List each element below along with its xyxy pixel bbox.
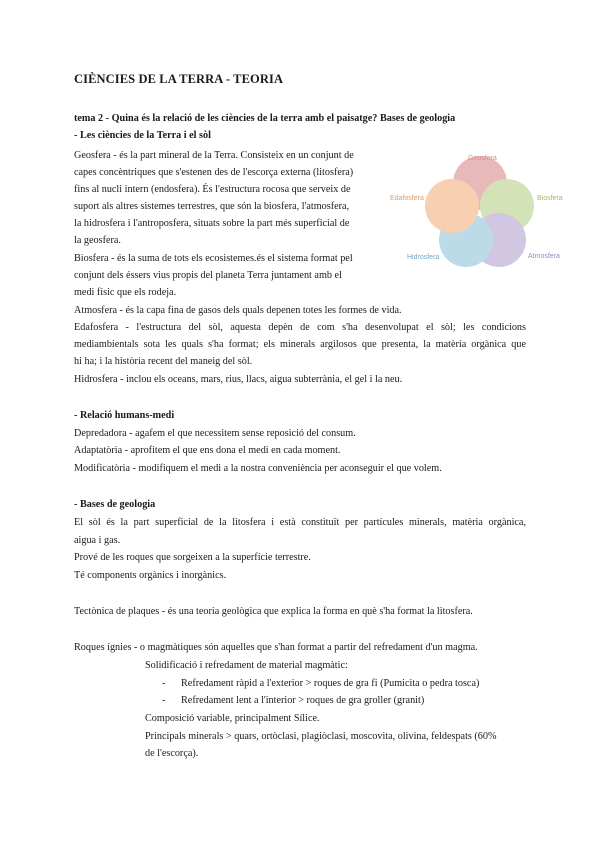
paragraph-line: Principals minerals > quars, ortòclasi, plagiòclasi, moscovita, olivina, feldespats (60% xyxy=(145,731,497,742)
label-hidrosfera: Hidrosfera xyxy=(407,254,440,261)
paragraph-line: Adaptatòria - aprofitem el que ens dona el medi en cada moment. xyxy=(74,445,341,456)
paragraph-line: capes concèntriques que s'estenen des de l'escorça externa (litosfera) xyxy=(74,167,354,178)
paragraph-line: Edafosfera - l'estructura del sòl, aquesta depèn de com s'ha desenvolupat el sòl; les condicions xyxy=(74,322,526,333)
section-heading-geologia: - Bases de geologia xyxy=(74,499,156,510)
paragraph-line: Atmosfera - és la capa fina de gasos dels quals depenen totes les formes de vida. xyxy=(74,305,402,316)
paragraph-line: mediambientals sota les quals s'ha format; els minerals argilosos que presenta, la matèria orgànica que xyxy=(74,339,526,350)
paragraph-line: Geosfera - és la part mineral de la Terra. Consisteix en un conjunt de xyxy=(74,150,354,161)
paragraph-line: fins al nucli intern (endosfera). És l'estructura rocosa que serveix de xyxy=(74,184,351,195)
topic-heading: tema 2 - Quina és la relació de les ciències de la terra amb el paisatge? Bases de geologia xyxy=(74,113,456,124)
paragraph-line: hi ha; i la història recent del maneig del sòl. xyxy=(74,356,253,367)
bullet-dash: - xyxy=(162,678,166,689)
paragraph-line: Hidrosfera - inclou els oceans, mars, rius, llacs, aigua subterrània, el gel i la neu. xyxy=(74,374,403,385)
section-heading-ciencies: - Les ciències de la Terra i el sòl xyxy=(74,130,211,141)
paragraph-line: conjunt dels éssers vius propis del planeta Terra juntament amb el xyxy=(74,270,342,281)
section-heading-relacio: - Relació humans-medi xyxy=(74,410,175,421)
paragraph-line: Té components orgànics i inorgànics. xyxy=(74,570,227,581)
paragraph-line: Modificatòria - modifiquem el medi a la nostra conveniència per aconseguir el que volem. xyxy=(74,463,442,474)
paragraph-line: Composició variable, principalment Sílice. xyxy=(145,713,320,724)
bullet-item: Refredament ràpid a l'exterior > roques de gra fi (Pumicita o pedra tosca) xyxy=(181,678,480,689)
paragraph-line: Prové de les roques que sorgeixen a la superfície terrestre. xyxy=(74,552,311,563)
paragraph-line: medi físic que els rodeja. xyxy=(74,287,177,298)
paragraph-line: Tectònica de plaques - és una teoria geològica que explica la forma en què s'ha format la litosfera. xyxy=(74,606,473,617)
paragraph-line: de l'escorça). xyxy=(145,748,199,759)
paragraph-line: Biosfera - és la suma de tots els ecosistemes.és el sistema format pel xyxy=(74,253,353,264)
page-title: CIÈNCIES DE LA TERRA - TEORIA xyxy=(74,72,284,86)
paragraph-line: la geosfera. xyxy=(74,235,121,246)
paragraph-line: la hidrosfera i l'antroposfera, situats sobre la part més superficial de xyxy=(74,218,350,229)
circle-edafosfera xyxy=(425,179,479,233)
paragraph-line: Depredadora - agafem el que necessitem sense reposició del consum. xyxy=(74,428,356,439)
label-biosfera: Biosfera xyxy=(537,195,563,202)
bullet-dash: - xyxy=(162,695,166,706)
paragraph-line: El sòl és la part superficial de la litosfera i està constituït per partícules minerals, matèria orgànica, xyxy=(74,517,526,528)
label-edafosfera: Edafosfera xyxy=(390,195,424,202)
label-geosfera: Geosfera xyxy=(468,155,497,162)
paragraph-line: Roques ígnies - o magmàtiques són aquelles que s'han format a partir del refredament d'un magma. xyxy=(74,642,478,653)
paragraph-line: Solidificació i refredament de material magmàtic: xyxy=(145,660,348,671)
label-atmosfera: Atmosfera xyxy=(528,253,560,260)
paragraph-line: aigua i gas. xyxy=(74,535,121,546)
paragraph-line: suport als altres sistemes terrestres, que són la biosfera, l'atmosfera, xyxy=(74,201,350,212)
bullet-item: Refredament lent a l'interior > roques de gra groller (granit) xyxy=(181,695,425,706)
spheres-venn-diagram xyxy=(386,146,572,272)
